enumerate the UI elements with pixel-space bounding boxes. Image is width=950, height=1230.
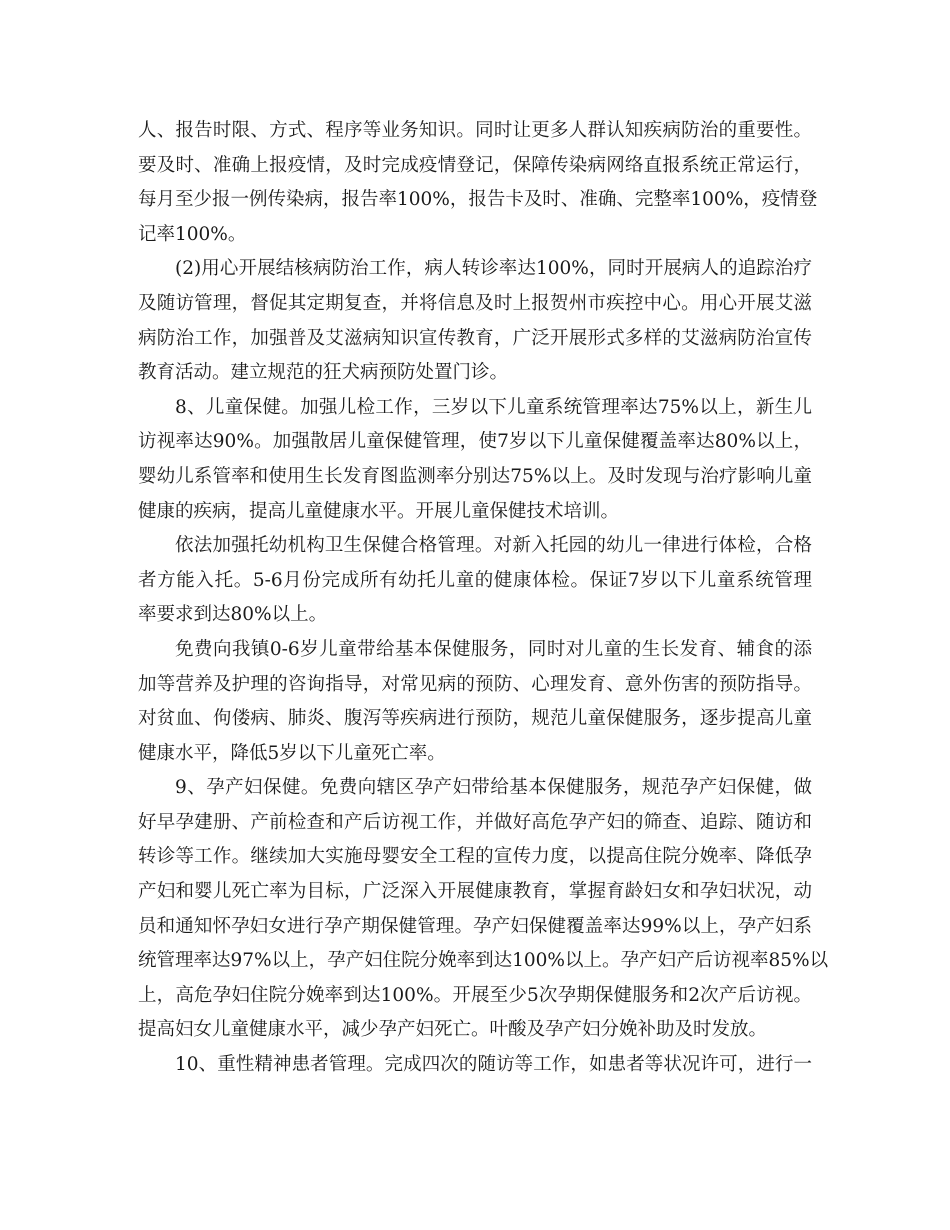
text-line: 教育活动。建立规范的狂犬病预防处置门诊。	[138, 362, 509, 384]
text-line: 健康水平，降低5岁以下儿童死亡率。	[138, 742, 446, 764]
text-line: 转诊等工作。继续加大实施母婴安全工程的宣传力度，以提高住院分娩率、降低孕	[138, 846, 812, 868]
text-line: 对贫血、佝偻病、肺炎、腹泻等疾病进行预防，规范儿童保健服务，逐步提高儿童	[138, 708, 812, 730]
text-line: 产妇和婴儿死亡率为目标，广泛深入开展健康教育，掌握育龄妇女和孕妇状况，动	[138, 881, 812, 903]
text-line: 员和通知怀孕妇女进行孕产期保健管理。孕产妇保健覆盖率达99%以上，孕产妇系	[138, 915, 812, 937]
text-line: 好早孕建册、产前检查和产后访视工作，并做好高危孕产妇的筛查、追踪、随访和	[138, 811, 812, 833]
text-line: 记率100%。	[138, 223, 247, 245]
text-line: 率要求到达80%以上。	[138, 604, 328, 626]
text-line: 每月至少报一例传染病，报告率100%，报告卡及时、准确、完整率100%，疫情登	[138, 189, 818, 211]
text-line: 健康的疾病，提高儿童健康水平。开展儿童保健技术培训。	[138, 500, 620, 522]
text-line: 者方能入托。5-6月份完成所有幼托儿童的健康体检。保证7岁以下儿童系统管理	[138, 569, 812, 591]
text-line: 上，高危孕妇住院分娩率到达100%。开展至少5次孕期保健服务和2次产后访视。	[138, 984, 812, 1006]
text-line: 婴幼儿系管率和使用生长发育图监测率分别达75%以上。及时发现与治疗影响儿童	[138, 465, 812, 487]
document-page	[138, 114, 829, 1083]
text-line: 加等营养及护理的咨询指导，对常见病的预防、心理发育、意外伤害的预防指导。	[138, 673, 812, 695]
text-line: 10、重性精神患者管理。完成四次的随访等工作，如患者等状况许可，进行一	[175, 1054, 812, 1076]
text-line: 要及时、准确上报疫情，及时完成疫情登记，保障传染病网络直报系统正常运行，	[138, 154, 812, 176]
text-line: 免费向我镇0-6岁儿童带给基本保健服务，同时对儿童的生长发育、辅食的添	[175, 638, 812, 660]
text-line: 9、孕产妇保健。免费向辖区孕产妇带给基本保健服务，规范孕产妇保健，做	[175, 777, 812, 799]
text-line: 人、报告时限、方式、程序等业务知识。同时让更多人群认知疾病防治的重要性。	[138, 120, 812, 141]
text-line: 及随访管理，督促其定期复查，并将信息及时上报贺州市疾控中心。用心开展艾滋	[138, 292, 812, 314]
text-line: 8、儿童保健。加强儿检工作，三岁以下儿童系统管理率达75%以上，新生儿	[175, 396, 812, 418]
text-line: 病防治工作，加强普及艾滋病知识宣传教育，广泛开展形式多样的艾滋病防治宣传	[138, 327, 812, 349]
text-line: (2)用心开展结核病防治工作，病人转诊率达100%，同时开展病人的追踪治疗	[175, 258, 812, 280]
text-line: 提高妇女儿童健康水平，减少孕产妇死亡。叶酸及孕产妇分娩补助及时发放。	[138, 1019, 768, 1041]
text-line: 统管理率达97%以上，孕产妇住院分娩率到达100%以上。孕产妇产后访视率85%以	[138, 950, 829, 972]
text-line: 访视率达90%。加强散居儿童保健管理，使7岁以下儿童保健覆盖率达80%以上，	[138, 431, 812, 453]
text-line: 依法加强托幼机构卫生保健合格管理。对新入托园的幼儿一律进行体检，合格	[175, 535, 812, 557]
